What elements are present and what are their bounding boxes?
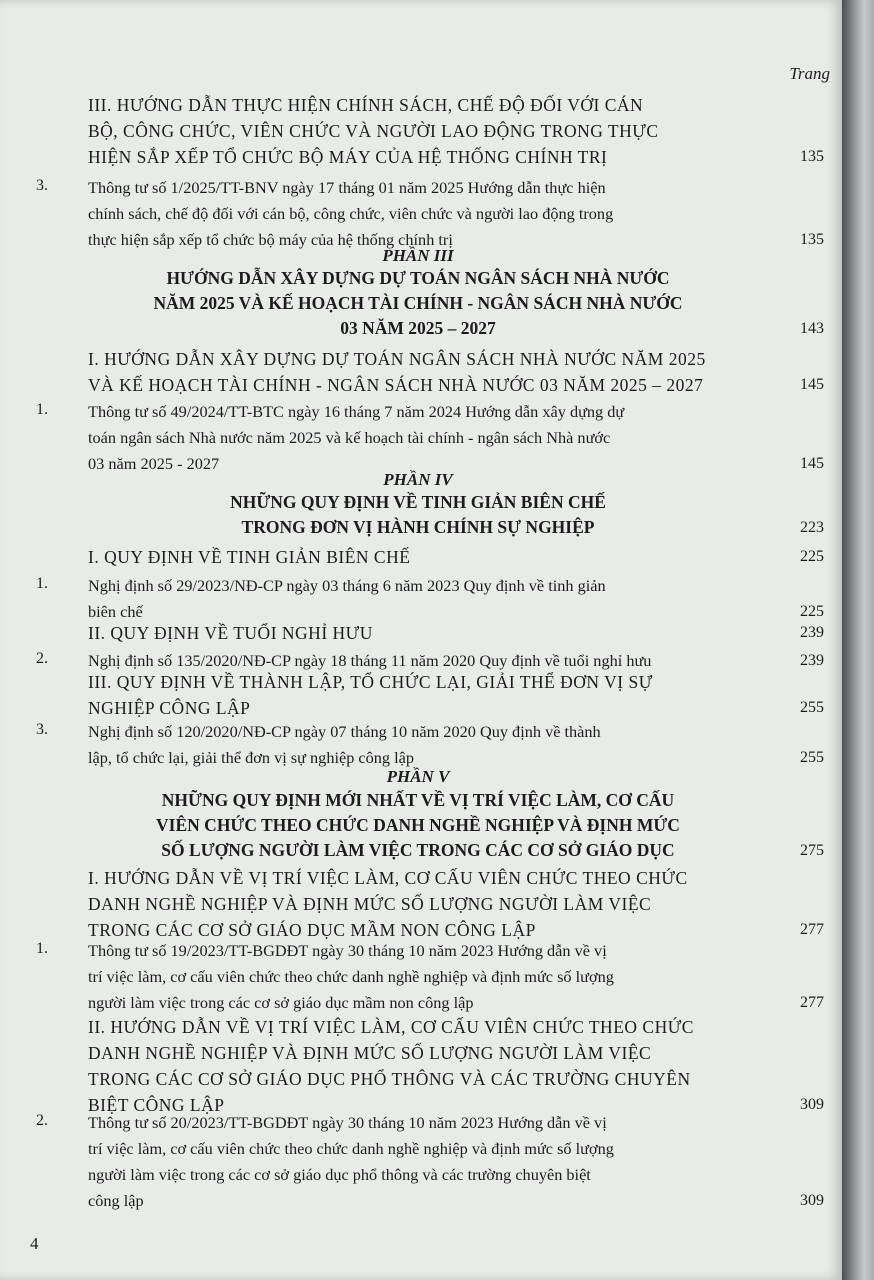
part-title-line: NĂM 2025 VÀ KẾ HOẠCH TÀI CHÍNH - NGÂN SÁCH NHÀ NƯỚC: [153, 293, 683, 313]
entry-text-line: trí việc làm, cơ cấu viên chức theo chức danh nghề nghiệp và định mức số lượng: [88, 1139, 614, 1158]
section-heading-line: DANH NGHỀ NGHIỆP VÀ ĐỊNH MỨC SỐ LƯỢNG NGƯỜI LÀM VIỆC: [88, 894, 652, 914]
page-edge: [842, 0, 874, 1280]
section-heading-line: NGHIỆP CÔNG LẬP: [88, 698, 251, 718]
page-number: 309: [800, 1192, 824, 1209]
section-heading-line: BIỆT CÔNG LẬP: [88, 1095, 225, 1115]
entry-number: 1.: [36, 575, 48, 592]
entry-text-line: người làm việc trong các cơ sở giáo dục mầm non công lập: [88, 993, 474, 1012]
page-number: 239: [800, 624, 824, 641]
entry-text-line: toán ngân sách Nhà nước năm 2025 và kế hoạch tài chính - ngân sách Nhà nước: [88, 428, 611, 447]
part-label: PHẦN IV: [383, 470, 453, 489]
entry-text-line: Thông tư số 20/2023/TT-BGDĐT ngày 30 tháng 10 năm 2023 Hướng dẫn về vị: [88, 1113, 607, 1132]
section-heading-line: III. HƯỚNG DẪN THỰC HIỆN CHÍNH SÁCH, CHẾ ĐỘ ĐỐI VỚI CÁN: [88, 95, 644, 115]
part-title-line: NHỮNG QUY ĐỊNH MỚI NHẤT VỀ VỊ TRÍ VIỆC LÀM, CƠ CẤU: [161, 790, 675, 810]
entry-number: 1.: [36, 401, 48, 418]
page-number: 255: [800, 749, 824, 766]
entry-text-line: Nghị định số 29/2023/NĐ-CP ngày 03 tháng 6 năm 2023 Quy định về tinh giản: [88, 576, 606, 595]
part-title-line: NHỮNG QUY ĐỊNH VỀ TINH GIẢN BIÊN CHẾ: [230, 492, 606, 512]
entry-text-line: chính sách, chế độ đối với cán bộ, công chức, viên chức và người lao động trong: [88, 204, 614, 223]
section-heading-line: I. QUY ĐỊNH VỀ TINH GIẢN BIÊN CHẾ: [88, 547, 411, 567]
page-number: 277: [800, 921, 824, 938]
part-label: PHẦN III: [382, 246, 454, 265]
entry-text-line: biên chế: [88, 602, 143, 621]
part-title-line: SỐ LƯỢNG NGƯỜI LÀM VIỆC TRONG CÁC CƠ SỞ GIÁO DỤC: [161, 840, 675, 860]
page-column-label: Trang: [789, 64, 830, 83]
part-title-line: HƯỚNG DẪN XÂY DỰNG DỰ TOÁN NGÂN SÁCH NHÀ NƯỚC: [166, 268, 670, 288]
page-number: 135: [800, 148, 824, 165]
section-heading-line: I. HƯỚNG DẪN VỀ VỊ TRÍ VIỆC LÀM, CƠ CẤU VIÊN CHỨC THEO CHỨC: [88, 868, 688, 888]
section-heading-line: DANH NGHỀ NGHIỆP VÀ ĐỊNH MỨC SỐ LƯỢNG NGƯỜI LÀM VIỆC: [88, 1043, 652, 1063]
page-number: 309: [800, 1096, 824, 1113]
page-number: 255: [800, 699, 824, 716]
entry-text-line: công lập: [88, 1191, 144, 1210]
entry-number: 3.: [36, 177, 48, 194]
entry-text-line: Thông tư số 19/2023/TT-BGDĐT ngày 30 tháng 10 năm 2023 Hướng dẫn về vị: [88, 941, 607, 960]
section-heading-line: TRONG CÁC CƠ SỞ GIÁO DỤC PHỔ THÔNG VÀ CÁC TRƯỜNG CHUYÊN: [88, 1069, 691, 1089]
part-title-line: VIÊN CHỨC THEO CHỨC DANH NGHỀ NGHIỆP VÀ ĐỊNH MỨC: [156, 815, 680, 835]
entry-text-line: Nghị định số 135/2020/NĐ-CP ngày 18 tháng 11 năm 2020 Quy định về tuổi nghỉ hưu: [88, 651, 652, 670]
section-heading-line: VÀ KẾ HOẠCH TÀI CHÍNH - NGÂN SÁCH NHÀ NƯỚC 03 NĂM 2025 – 2027: [88, 375, 704, 395]
part-title-line: TRONG ĐƠN VỊ HÀNH CHÍNH SỰ NGHIỆP: [241, 517, 595, 537]
section-heading-line: I. HƯỚNG DẪN XÂY DỰNG DỰ TOÁN NGÂN SÁCH NHÀ NƯỚC NĂM 2025: [88, 349, 706, 369]
entry-number: 3.: [36, 721, 48, 738]
entry-text-line: Nghị định số 120/2020/NĐ-CP ngày 07 tháng 10 năm 2020 Quy định về thành: [88, 722, 601, 741]
part-title-line: 03 NĂM 2025 – 2027: [340, 318, 496, 338]
entry-text-line: lập, tổ chức lại, giải thể đơn vị sự nghiệp công lập: [88, 748, 415, 767]
section-heading-line: III. QUY ĐỊNH VỀ THÀNH LẬP, TỔ CHỨC LẠI, GIẢI THỂ ĐƠN VỊ SỰ: [88, 672, 653, 692]
section-heading-line: HIỆN SẮP XẾP TỔ CHỨC BỘ MÁY CỦA HỆ THỐNG CHÍNH TRỊ: [88, 147, 608, 167]
entry-text-line: người làm việc trong các cơ sở giáo dục phổ thông và các trường chuyên biệt: [88, 1165, 591, 1184]
section-heading-line: TRONG CÁC CƠ SỞ GIÁO DỤC MẦM NON CÔNG LẬP: [88, 920, 536, 940]
section-heading-line: BỘ, CÔNG CHỨC, VIÊN CHỨC VÀ NGƯỜI LAO ĐỘNG TRONG THỰC: [88, 121, 659, 141]
entry-number: 1.: [36, 940, 48, 957]
entry-text-line: 03 năm 2025 - 2027: [88, 454, 220, 473]
page-number: 145: [800, 455, 824, 472]
section-heading-line: II. QUY ĐỊNH VỀ TUỔI NGHỈ HƯU: [88, 623, 373, 643]
entry-number: 2.: [36, 1112, 48, 1129]
page-number: 275: [800, 842, 824, 859]
entry-text-line: Thông tư số 1/2025/TT-BNV ngày 17 tháng 01 năm 2025 Hướng dẫn thực hiện: [88, 178, 606, 197]
page-number: 225: [800, 548, 824, 565]
entry-text-line: Thông tư số 49/2024/TT-BTC ngày 16 tháng 7 năm 2024 Hướng dẫn xây dựng dự: [88, 402, 625, 421]
page-number: 135: [800, 231, 824, 248]
page-number: 277: [800, 994, 824, 1011]
entry-text-line: thực hiện sắp xếp tổ chức bộ máy của hệ thống chính trị: [88, 230, 453, 249]
page-number: 145: [800, 376, 824, 393]
page-number: 225: [800, 603, 824, 620]
entry-number: 2.: [36, 650, 48, 667]
section-heading-line: II. HƯỚNG DẪN VỀ VỊ TRÍ VIỆC LÀM, CƠ CẤU VIÊN CHỨC THEO CHỨC: [88, 1017, 694, 1037]
page-folio: 4: [30, 1234, 39, 1253]
entry-text-line: trí việc làm, cơ cấu viên chức theo chức danh nghề nghiệp và định mức số lượng: [88, 967, 614, 986]
part-label: PHẦN V: [386, 767, 450, 786]
page-number: 223: [800, 519, 824, 536]
page-number: 239: [800, 652, 824, 669]
page-number: 143: [800, 320, 824, 337]
